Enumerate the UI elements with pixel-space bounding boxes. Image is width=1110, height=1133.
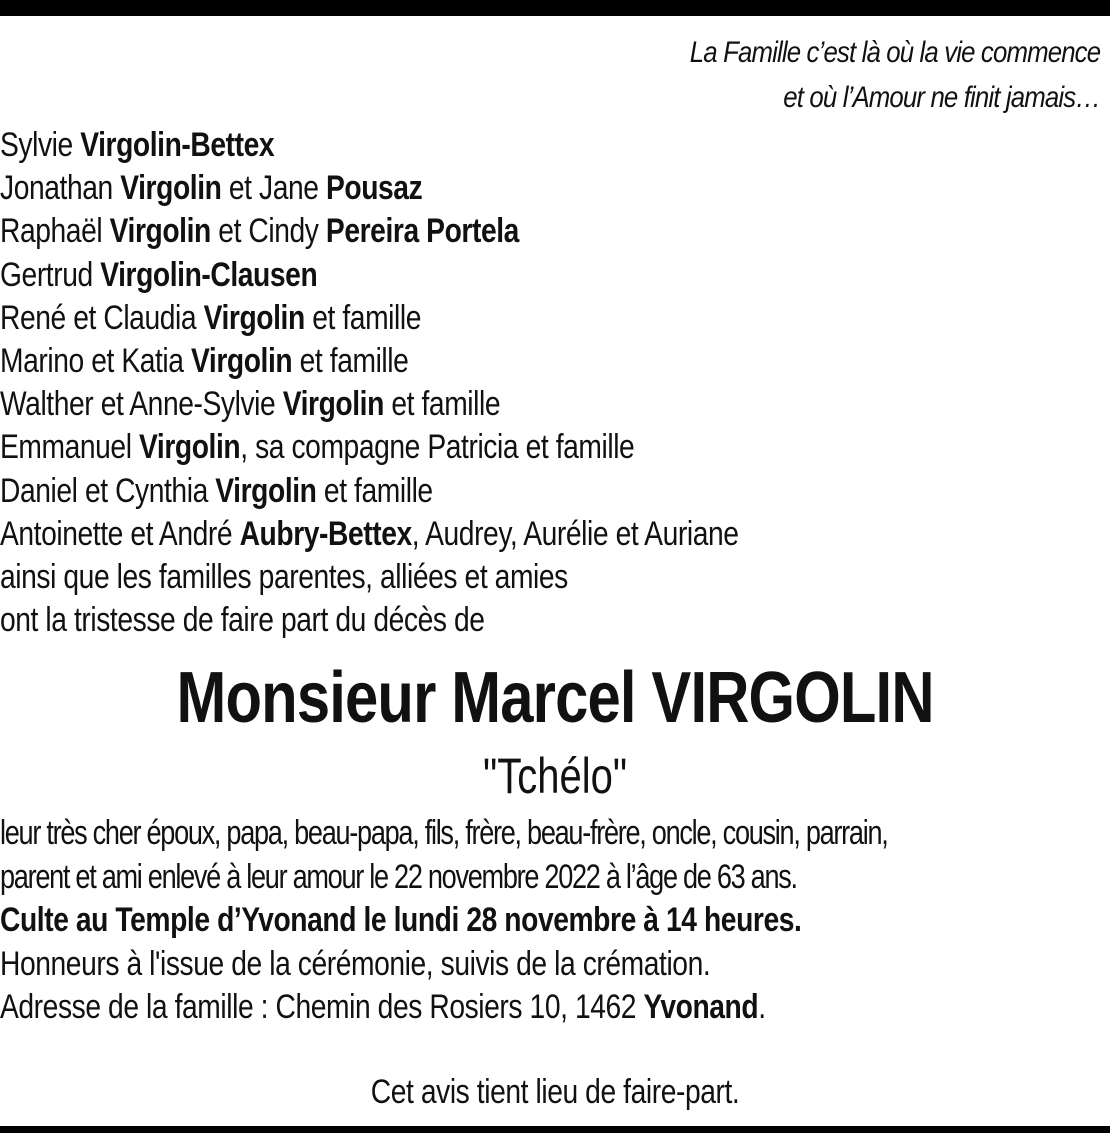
deceased-nickname: "Tchélo" — [482, 748, 628, 804]
family-line: Daniel et Cynthia Virgolin et famille — [0, 471, 433, 510]
relationship-line: leur très cher époux, papa, beau-papa, fils, frère, beau-frère, oncle, cousin, parrain, — [0, 814, 888, 852]
family-line: Raphaël Virgolin et Cindy Pereira Portela — [0, 212, 519, 251]
family-line: ont la tristesse de faire part du décès de — [0, 601, 485, 640]
family-line: Gertrud Virgolin-Clausen — [0, 255, 318, 294]
quote-line-1: La Famille c’est là où la vie commence — [689, 36, 1100, 69]
obituary-details — [0, 812, 924, 1030]
family-line: Jonathan Virgolin et Jane Pousaz — [0, 169, 423, 208]
family-line: ainsi que les familles parentes, alliées et amies — [0, 557, 568, 596]
quote-line-2: et où l’Amour ne finit jamais… — [783, 81, 1100, 114]
family-list — [0, 124, 739, 642]
honours-line: Honneurs à l'issue de la cérémonie, suivis de la crémation. — [0, 944, 711, 983]
family-line: Marino et Katia Virgolin et famille — [0, 341, 409, 380]
family-line: Emmanuel Virgolin, sa compagne Patricia et famille — [0, 428, 635, 467]
service-line: Culte au Temple d’Yvonand le lundi 28 novembre à 14 heures. — [0, 901, 802, 939]
family-line: Walther et Anne-Sylvie Virgolin et famille — [0, 385, 501, 424]
address-line: Adresse de la famille : Chemin des Rosiers 10, 1462 Yvonand. — [0, 988, 766, 1026]
notice-text: Cet avis tient lieu de faire-part. — [370, 1073, 740, 1111]
epigraph-quote — [690, 30, 1100, 120]
top-border-rule — [0, 0, 1110, 16]
bottom-border-rule — [0, 1126, 1110, 1133]
family-line: René et Claudia Virgolin et famille — [0, 298, 422, 337]
family-line: Antoinette et André Aubry-Bettex, Audrey, Aurélie et Auriane — [0, 514, 739, 553]
deceased-name: Monsieur Marcel VIRGOLIN — [176, 658, 934, 738]
family-line: Sylvie Virgolin-Bettex — [0, 126, 275, 164]
death-date-line: parent et ami enlevé à leur amour le 22 novembre 2022 à l’âge de 63 ans. — [0, 857, 797, 896]
